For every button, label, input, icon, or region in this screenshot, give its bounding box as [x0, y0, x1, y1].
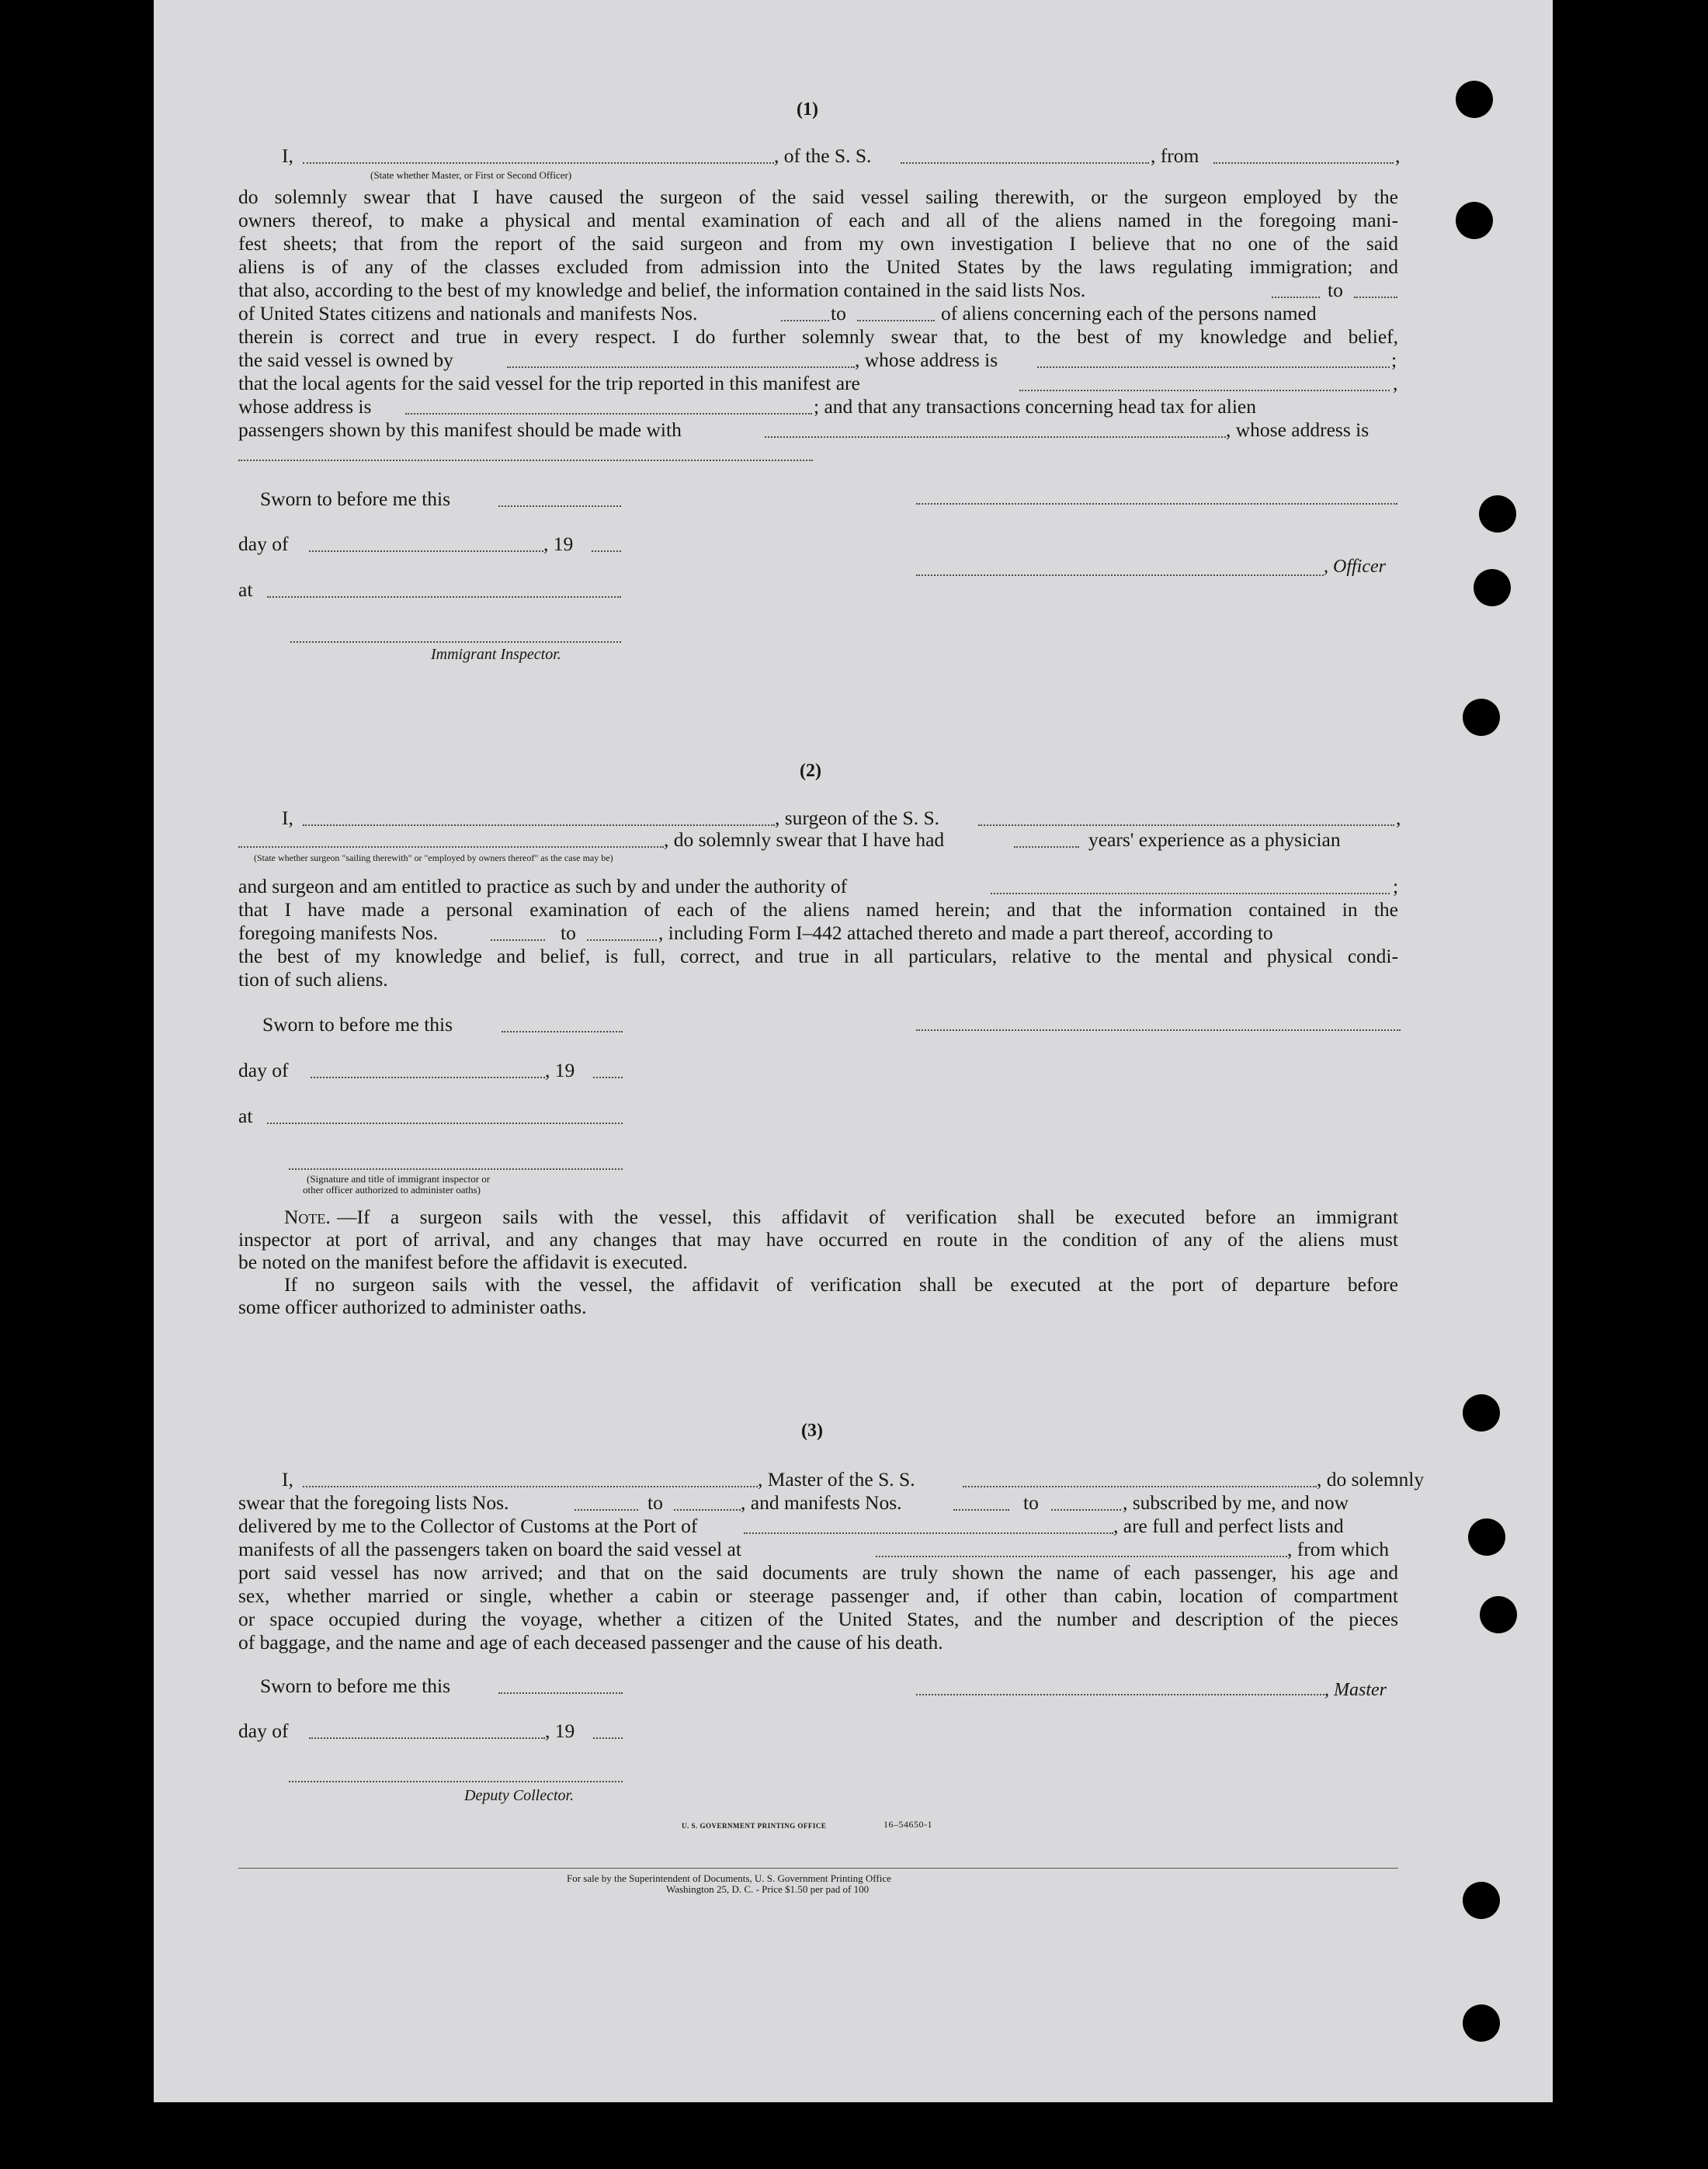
vessel-name-field[interactable]	[901, 162, 1149, 164]
lists-from-field[interactable]	[1272, 297, 1320, 298]
year-field[interactable]	[593, 1077, 623, 1078]
punch-hole	[1463, 2004, 1500, 2042]
oath-1-line: that the local agents for the said vessel for the trip reported in this manifest are	[238, 372, 860, 394]
punch-hole	[1463, 1882, 1500, 1919]
oath-1-line: do solemnly swear that I have caused the surgeon of the said vessel sailing therewith, or the surgeon employed by the	[238, 186, 1398, 208]
year-field[interactable]	[593, 1737, 623, 1739]
master-signature-field[interactable]	[916, 1694, 1324, 1695]
whose-address-label: , whose address is	[855, 349, 998, 371]
punch-hole	[1468, 1518, 1505, 1556]
head-tax-address-field[interactable]	[238, 460, 813, 461]
vessel-label: , of the S. S.	[774, 144, 872, 167]
from-which-text: , from which	[1287, 1538, 1390, 1560]
punch-hole	[1456, 81, 1493, 118]
semicolon: ;	[1393, 875, 1399, 897]
punch-hole	[1463, 699, 1500, 736]
from-label: , from	[1151, 144, 1199, 167]
punch-hole	[1479, 495, 1516, 533]
month-field[interactable]	[311, 1077, 545, 1078]
oath-1-line: the said vessel is owned by	[238, 349, 453, 371]
sworn-date-field[interactable]	[498, 505, 621, 507]
note-text: —If a surgeon sails with the vessel, this affidavit of verification shall be executed before an immigrant	[337, 1206, 1398, 1228]
section-3-heading: (3)	[801, 1421, 823, 1441]
semicolon: ;	[1391, 349, 1397, 371]
footer-rule	[238, 1868, 1398, 1869]
manifests-label: , and manifests Nos.	[741, 1491, 902, 1514]
surgeon-vessel-label: , surgeon of the S. S.	[775, 807, 940, 829]
embarkation-field[interactable]	[876, 1556, 1287, 1557]
to-label: to	[831, 302, 846, 324]
oath-1-pronoun: I,	[282, 144, 293, 167]
oath-1-line: fest sheets; that from the report of the said surgeon and from my own investigation I believe that no one of the said	[238, 232, 1398, 255]
to-label: to	[1328, 279, 1343, 301]
oath-1-line: aliens is of any of the classes excluded from admission into the United States by the laws regulating immigration; and	[238, 255, 1398, 278]
surgeon-status-field[interactable]	[238, 846, 664, 848]
sale-notice: Washington 25, D. C. - Price $1.50 per pad of 100	[666, 1883, 870, 1895]
agents-address-field[interactable]	[405, 413, 812, 415]
year-label: , 19	[543, 533, 574, 555]
collector-signature-field[interactable]	[289, 1781, 623, 1782]
surgeon-name-field[interactable]	[303, 824, 775, 826]
comma: ,	[1396, 807, 1401, 829]
master-title: , Master	[1324, 1680, 1387, 1700]
officer-title: , Officer	[1324, 557, 1386, 577]
note-text: some officer authorized to administer oaths.	[238, 1296, 587, 1318]
from-port-field[interactable]	[1213, 162, 1394, 164]
master-vessel-field[interactable]	[963, 1486, 1317, 1487]
year-label: , 19	[545, 1059, 575, 1081]
oath-1-line: whose address is	[238, 395, 372, 418]
comma: ,	[1393, 372, 1398, 394]
oath-1-line: owners thereof, to make a physical and mental examination of each and all of the aliens named in the foregoing mani-	[238, 209, 1398, 231]
officer-name-field[interactable]	[303, 162, 774, 164]
month-field[interactable]	[309, 1737, 545, 1739]
master-vessel-label: , Master of the S. S.	[758, 1468, 915, 1491]
year-field[interactable]	[592, 550, 621, 552]
at-label: at	[238, 1105, 253, 1127]
owner-address-field[interactable]	[1037, 366, 1390, 368]
oath-3-line: swear that the foregoing lists Nos.	[238, 1491, 509, 1514]
oath-1-line: therein is correct and true in every respect. I do further solemnly swear that, to the best of my knowledge and belief,	[238, 325, 1398, 348]
whose-address-label: , whose address is	[1226, 418, 1370, 441]
punch-hole	[1480, 1596, 1517, 1633]
manifests-to-field[interactable]	[857, 320, 935, 321]
head-tax-party-field[interactable]	[765, 436, 1226, 438]
oath-3-line: delivered by me to the Collector of Customs at the Port of	[238, 1515, 698, 1537]
place-field[interactable]	[267, 1123, 623, 1124]
surgeon-caption: (State whether surgeon "sailing therewith" or "employed by owners thereof" as the case may be)	[254, 852, 613, 863]
lists-to-field[interactable]	[1354, 297, 1397, 298]
note-text: If no surgeon sails with the vessel, the affidavit of verification shall be executed at the port of departure before	[284, 1273, 1398, 1296]
gpo-imprint: U. S. GOVERNMENT PRINTING OFFICE	[682, 1822, 827, 1830]
manifests-to-field[interactable]	[1051, 1509, 1121, 1511]
surgeon-signature-field[interactable]	[916, 1029, 1401, 1031]
oath-3-line: port said vessel has now arrived; and that on the said documents are truly shown the name of each passenger, his age and	[238, 1561, 1398, 1584]
sworn-date-field[interactable]	[502, 1031, 623, 1032]
punch-hole	[1474, 569, 1511, 606]
experience-text: years' experience as a physician	[1088, 828, 1341, 851]
punch-hole	[1463, 1394, 1500, 1432]
full-perfect-text: , are full and perfect lists and	[1113, 1515, 1344, 1537]
lists-to-field[interactable]	[674, 1509, 741, 1511]
inspector-title: Immigrant Inspector.	[431, 646, 561, 663]
oath-3-line: of baggage, and the name and age of each deceased passenger and the cause of his death.	[238, 1631, 943, 1654]
oath-1-line: passengers shown by this manifest should be made with	[238, 418, 682, 441]
of-aliens-text: of aliens concerning each of the persons named	[941, 302, 1317, 324]
oath-3-pronoun: I,	[282, 1468, 293, 1491]
sworn-label: Sworn to before me this	[260, 488, 451, 510]
do-solemnly-text: , do solemnly	[1317, 1468, 1425, 1491]
officer-caption: (State whether Master, or First or Second Officer)	[370, 169, 572, 181]
oath-1-line: that also, according to the best of my knowledge and belief, the information contained in the said lists Nos.	[238, 279, 1086, 301]
note-label: Note.	[284, 1206, 331, 1228]
form-number: 16–54650-1	[884, 1819, 932, 1830]
punch-hole	[1456, 202, 1493, 239]
day-of-label: day of	[238, 533, 289, 555]
place-field[interactable]	[267, 596, 621, 598]
manifests-from-field[interactable]	[491, 939, 545, 941]
oath-3-line: manifests of all the passengers taken on board the said vessel at	[238, 1538, 741, 1560]
at-label: at	[238, 578, 253, 601]
oath-3-line: or space occupied during the voyage, whether a citizen of the United States, and the number and description of the pieces	[238, 1608, 1398, 1630]
comma: ,	[1395, 144, 1401, 167]
oath-2-line: foregoing manifests Nos.	[238, 921, 439, 944]
oath-2-line: tion of such aliens.	[238, 968, 388, 991]
surgeon-vessel-field[interactable]	[978, 824, 1394, 826]
port-field[interactable]	[744, 1532, 1113, 1534]
day-of-label: day of	[238, 1059, 289, 1081]
section-2-heading: (2)	[800, 761, 821, 781]
officer-name-line[interactable]	[916, 503, 1397, 505]
signature-caption: other officer authorized to administer oaths)	[303, 1184, 481, 1196]
oath-2-pronoun: I,	[282, 807, 293, 829]
manifests-from-field[interactable]	[953, 1509, 1009, 1511]
month-field[interactable]	[309, 550, 543, 552]
to-label: to	[1023, 1491, 1039, 1514]
manifests-to-field[interactable]	[587, 939, 657, 941]
oath-2-line: the best of my knowledge and belief, is full, correct, and true in all particulars, relative to the mental and physical condi-	[238, 945, 1398, 967]
day-of-label: day of	[238, 1720, 289, 1742]
note-text: be noted on the manifest before the affidavit is executed.	[238, 1251, 688, 1273]
solemnly-swear-text: , do solemnly swear that I have had	[664, 828, 945, 851]
manifests-from-field[interactable]	[781, 320, 829, 321]
oath-2-line: that I have made a personal examination of each of the aliens named herein; and that the information contained in the	[238, 898, 1398, 921]
oath-3-line: sex, whether married or single, whether a cabin or steerage passenger and, if other than cabin, location of compartment	[238, 1584, 1398, 1607]
sworn-date-field[interactable]	[498, 1692, 623, 1694]
owner-field[interactable]	[507, 366, 855, 368]
section-1-heading: (1)	[797, 99, 818, 120]
lists-from-field[interactable]	[575, 1509, 638, 1511]
years-experience-field[interactable]	[1014, 846, 1079, 848]
officer-signature-field[interactable]	[916, 574, 1324, 576]
master-name-field[interactable]	[303, 1486, 758, 1487]
signature-caption: (Signature and title of immigrant inspector or	[307, 1173, 491, 1185]
local-agents-field[interactable]	[1019, 390, 1390, 391]
note-text: inspector at port of arrival, and any changes that may have occurred en route in the condition of any of the aliens must	[238, 1228, 1398, 1251]
to-label: to	[647, 1491, 663, 1514]
year-label: , 19	[545, 1720, 575, 1742]
sworn-label: Sworn to before me this	[262, 1013, 453, 1036]
sworn-label: Sworn to before me this	[260, 1674, 451, 1697]
collector-title: Deputy Collector.	[464, 1787, 575, 1804]
to-label: to	[561, 921, 576, 944]
sale-notice: For sale by the Superintendent of Documents, U. S. Government Printing Office	[567, 1872, 891, 1884]
inspector-signature-field[interactable]	[289, 1168, 623, 1170]
oath-2-line: and surgeon and am entitled to practice as such by and under the authority of	[238, 875, 848, 897]
including-form-text: , including Form I–442 attached thereto and made a part thereof, according to	[658, 921, 1273, 944]
head-tax-text: ; and that any transactions concerning head tax for alien	[814, 395, 1256, 418]
subscribed-text: , subscribed by me, and now	[1123, 1491, 1349, 1514]
authority-field[interactable]	[991, 893, 1390, 894]
oath-1-line: of United States citizens and nationals and manifests Nos.	[238, 302, 698, 324]
